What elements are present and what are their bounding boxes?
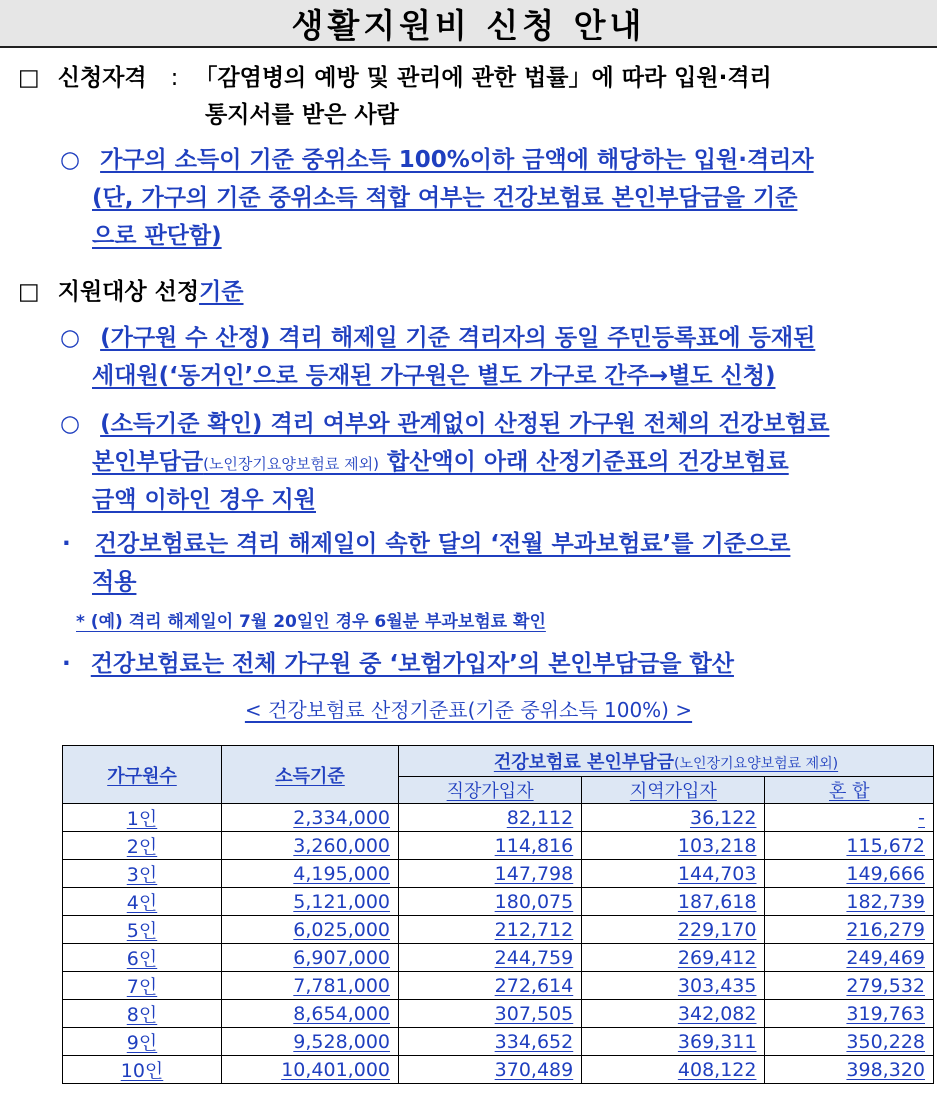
criteria-label: 지원대상 선정	[57, 279, 200, 305]
criteria-household-line1: (가구원 수 산정) 격리 해제일 기준 격리자의 동일 주민등록표에 등재된	[100, 325, 816, 351]
header-workplace: 직장가입자	[399, 777, 582, 804]
header-mixed: 혼 합	[765, 777, 934, 804]
eligibility-item	[60, 142, 814, 178]
criteria-income-line1: (소득기준 확인) 격리 여부와 관계없이 산정된 가구원 전체의 건강보험료	[100, 411, 830, 437]
document-title: 생활지원비 신청 안내	[291, 5, 646, 45]
circle-bullet-icon: ○	[60, 411, 81, 437]
header-income: 소득기준	[222, 746, 399, 804]
table-row: 1인 2,334,000 82,112 36,122 -	[63, 804, 934, 832]
table-row: 3인 4,195,000 147,798 144,703 149,666	[63, 860, 934, 888]
dot-bullet-icon: ·	[62, 531, 71, 557]
criteria-item-premium-sum	[62, 646, 734, 682]
table-row: 2인 3,260,000 114,816 103,218 115,672	[63, 832, 934, 860]
circle-bullet-icon: ○	[60, 147, 81, 173]
eligibility-colon: :	[170, 65, 179, 91]
criteria-item-household	[60, 320, 815, 356]
header-premium: 건강보험료 본인부담금(노인장기요양보험료 제외)	[399, 746, 934, 777]
checkbox-icon: □	[18, 65, 40, 91]
checkbox-icon: □	[18, 279, 40, 305]
criteria-income-line2	[92, 444, 789, 482]
header-household: 가구원수	[63, 746, 222, 804]
table-row: 6인 6,907,000 244,759 269,412 249,469	[63, 944, 934, 972]
dot-bullet-icon: ·	[62, 651, 71, 677]
income-line2-c: 합산액이 아래 산정기준표의 건강보험료	[378, 449, 789, 475]
eligibility-line1: 「감염병의 예방 및 관리에 관한 법률」에 따라 입원·격리	[194, 65, 772, 91]
document-title-bar	[0, 0, 937, 48]
section-criteria	[18, 274, 244, 310]
table-caption-text: < 건강보험료 산정기준표(기준 중위소득 100%) >	[244, 698, 693, 722]
table-row: 4인 5,121,000 180,075 187,618 182,739	[63, 888, 934, 916]
income-line2-a: 본인부담금	[92, 449, 204, 475]
circle-bullet-icon: ○	[60, 325, 81, 351]
table-row: 5인 6,025,000 212,712 229,170 216,279	[63, 916, 934, 944]
table-caption	[0, 694, 937, 723]
premium-month-line2: 적용	[92, 569, 137, 595]
criteria-income-line3: 금액 이하인 경우 지원	[92, 487, 316, 513]
premium-sum-line1: 건강보험료는 전체 가구원 중 ‘보험가입자’의 본인부담금을 합산	[90, 651, 734, 677]
table-row: 8인 8,654,000 307,505 342,082 319,763	[63, 1000, 934, 1028]
table-row: 9인 9,528,000 334,652 369,311 350,228	[63, 1028, 934, 1056]
example-note: * (예) 격리 해제일이 7월 20일인 경우 6월분 부과보험료 확인	[76, 612, 546, 632]
criteria-item-premium-month	[62, 526, 790, 562]
eligibility-label: 신청자격	[57, 65, 147, 91]
premium-month-line1: 건강보험료는 격리 해제일이 속한 달의 ‘전월 부과보험료’를 기준으로	[94, 531, 791, 557]
criteria-item-income	[60, 406, 830, 442]
table-row: 7인 7,781,000 272,614 303,435 279,532	[63, 972, 934, 1000]
eligibility-line2: 통지서를 받은 사람	[205, 102, 399, 128]
header-regional: 지역가입자	[582, 777, 765, 804]
income-line2-note: (노인장기요양보험료 제외)	[203, 455, 379, 473]
table-row: 10인 10,401,000 370,489 408,122 398,320	[63, 1056, 934, 1084]
criteria-household-line2: 세대원(‘동거인’으로 등재된 가구원은 별도 가구로 간주→별도 신청)	[92, 363, 776, 389]
eligibility-item-line3: 으로 판단함)	[92, 223, 222, 249]
eligibility-item-line1: 가구의 소득이 기준 중위소득 100%이하 금액에 해당하는 입원·격리자	[100, 147, 814, 173]
criteria-label-highlight: 기준	[199, 279, 244, 305]
section-eligibility	[18, 60, 772, 96]
eligibility-item-line2: (단, 가구의 기준 중위소득 적합 여부는 건강보험료 본인부담금을 기준	[92, 185, 798, 211]
premium-criteria-table	[62, 745, 934, 1084]
